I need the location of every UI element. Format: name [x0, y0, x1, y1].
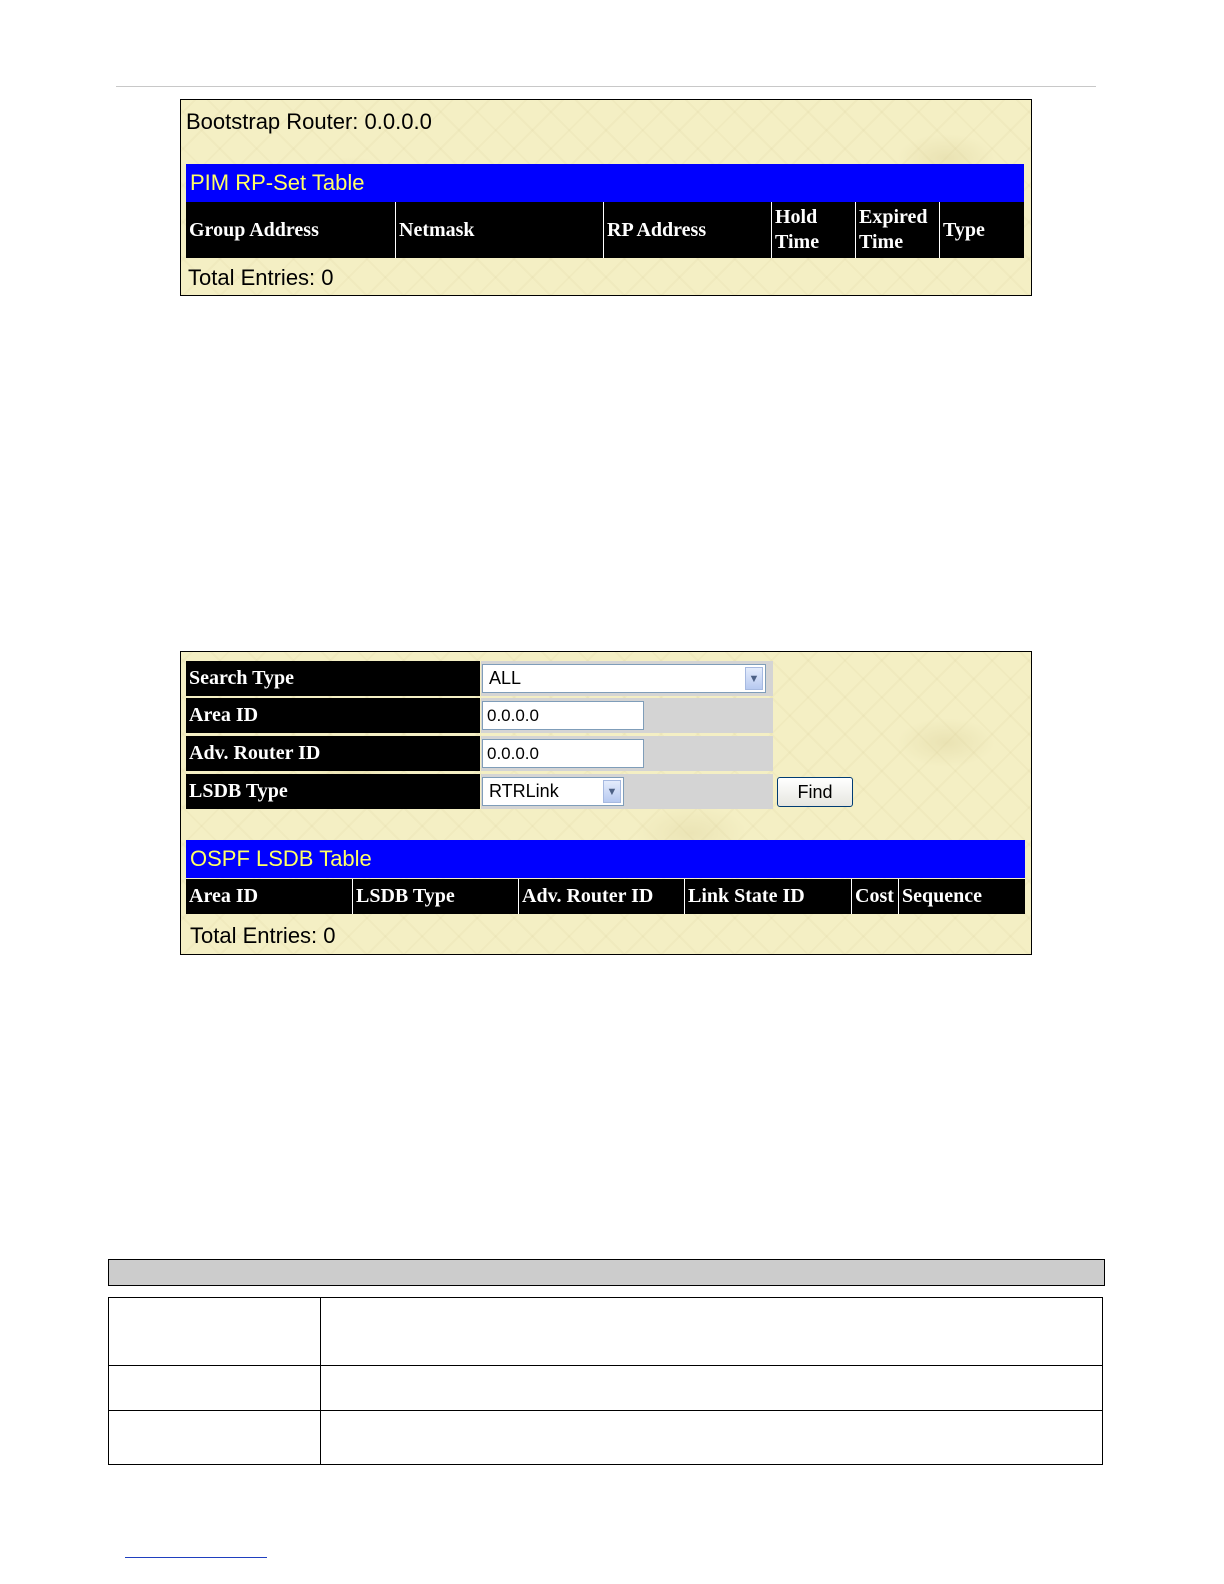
page-top-rule	[116, 86, 1096, 87]
find-button[interactable]: Find	[777, 777, 853, 807]
search-type-label: Search Type	[186, 661, 480, 696]
column-header-group-address: Group Address	[186, 202, 396, 258]
lsdb-type-select[interactable]	[482, 777, 624, 806]
adv-router-id-label: Adv. Router ID	[186, 736, 480, 771]
table-row-divider	[109, 1410, 1102, 1411]
ospf-table-header	[186, 879, 1025, 914]
area-id-input[interactable]: 0.0.0.0	[482, 701, 644, 730]
bootstrap-router-label: Bootstrap Router: 0.0.0.0	[186, 109, 432, 134]
column-header-area-id: Area ID	[186, 879, 353, 914]
search-type-value: ALL	[489, 668, 522, 688]
pim-rp-set-panel	[180, 99, 1032, 296]
column-header-netmask: Netmask	[396, 202, 604, 258]
area-id-label: Area ID	[186, 698, 480, 733]
lsdb-type-value: RTRLink	[489, 781, 559, 801]
lsdb-type-label: LSDB Type	[186, 774, 480, 809]
table-row-divider	[109, 1365, 1102, 1366]
search-type-select[interactable]	[482, 664, 766, 693]
column-header-expired-time: Expired Time	[856, 202, 940, 258]
pim-table-header	[186, 202, 1024, 258]
ospf-table-title: OSPF LSDB Table	[186, 840, 1025, 878]
pim-total-entries: Total Entries: 0	[188, 265, 334, 290]
column-header-link-state-id: Link State ID	[685, 879, 852, 914]
adv-router-id-input[interactable]: 0.0.0.0	[482, 739, 644, 768]
footer-link-underline	[125, 1557, 267, 1558]
column-header-sequence: Sequence	[902, 885, 982, 907]
column-header-lsdb-type: LSDB Type	[353, 879, 519, 914]
column-header-hold-time: Hold Time	[772, 202, 856, 258]
ospf-total-entries: Total Entries: 0	[190, 923, 336, 948]
pim-table-title: PIM RP-Set Table	[186, 164, 1024, 202]
chevron-down-icon[interactable]: ▼	[745, 667, 763, 690]
ospf-lsdb-panel	[180, 651, 1032, 955]
column-header-adv-router-id: Adv. Router ID	[519, 879, 685, 914]
column-header-rp-address: RP Address	[604, 202, 772, 258]
column-header-type: Type	[943, 218, 985, 241]
parameter-table	[108, 1297, 1103, 1465]
column-header-cost: Cost	[852, 879, 899, 914]
chevron-down-icon[interactable]: ▼	[603, 780, 621, 803]
table-column-divider	[320, 1298, 321, 1464]
parameter-table-header	[108, 1259, 1105, 1286]
